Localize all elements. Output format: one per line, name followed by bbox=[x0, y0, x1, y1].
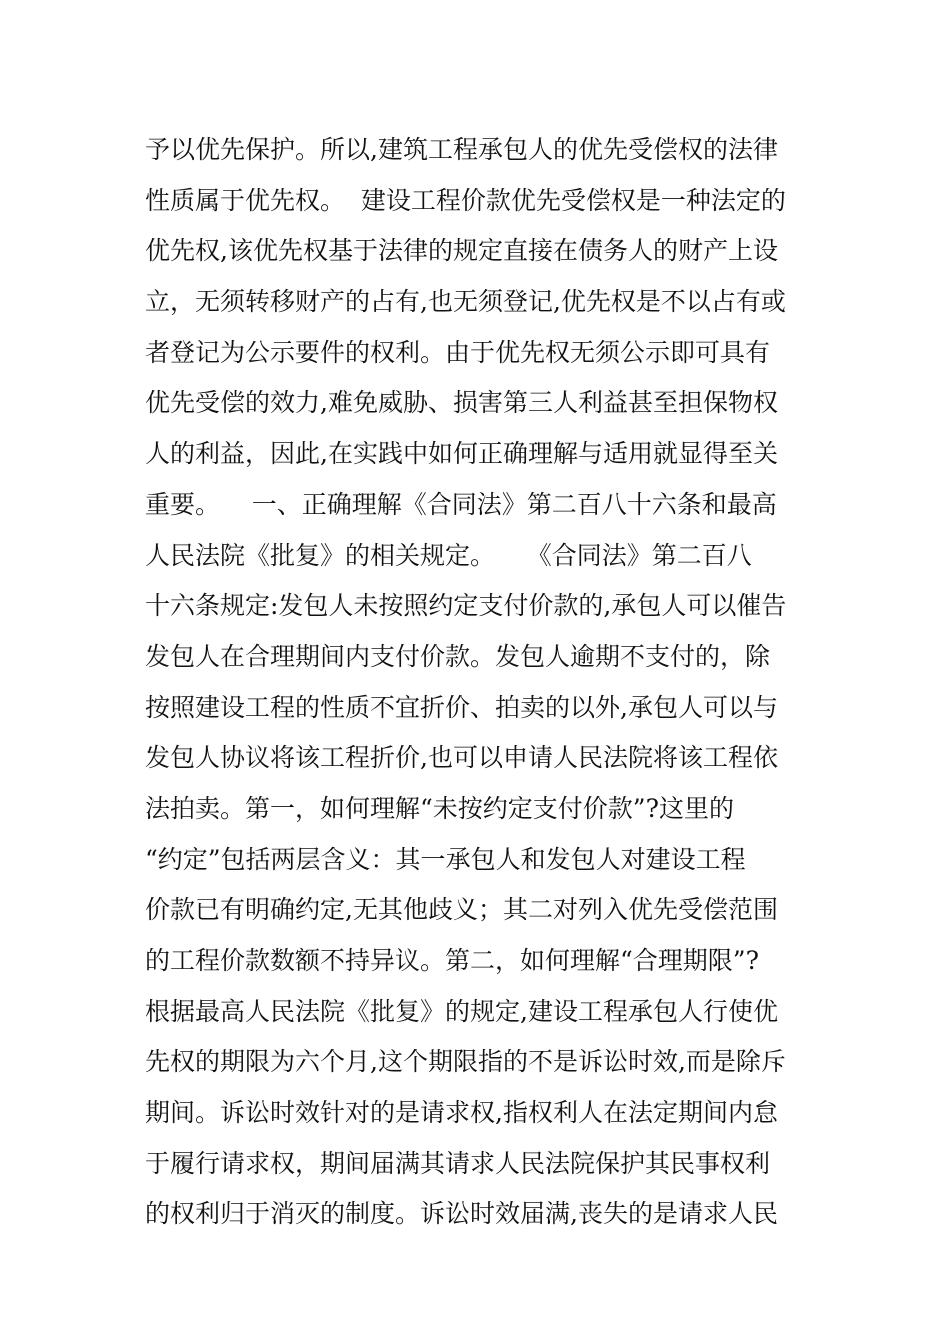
text-line: 予以优先保护。所以,建筑工程承包人的优先受偿权的法律 bbox=[145, 135, 778, 164]
text-line: 于履行请求权，期间届满其请求人民法院保护其民事权利 bbox=[145, 1148, 771, 1178]
text-line: 立，无须转移财产的占有,也无须登记,优先权是不以占有或 bbox=[145, 287, 786, 317]
text-line: “约定”包括两层含义：其一承包人和发包人对建设工程 bbox=[145, 844, 746, 874]
text-line: 人民法院《批复》的相关规定。 《合同法》第二百八 bbox=[145, 540, 752, 570]
text-line: 重要。 一、正确理解《合同法》第二百八十六条和最高 bbox=[145, 489, 777, 519]
text-line: 人的利益，因此,在实践中如何正确理解与适用就显得至关 bbox=[145, 439, 778, 469]
text-line: 发包人在合理期间内支付价款。发包人逾期不支付的，除 bbox=[145, 641, 771, 671]
text-line: 按照建设工程的性质不宜折价、拍卖的以外,承包人可以与 bbox=[145, 692, 778, 722]
text-line: 法拍卖。第一，如何理解“未按约定支付价款”?这里的 bbox=[145, 793, 734, 823]
text-line: 优先权,该优先权基于法律的规定直接在债务人的财产上设 bbox=[145, 236, 778, 266]
text-line: 十六条规定:发包人未按照约定支付价款的,承包人可以催告 bbox=[145, 591, 787, 621]
text-line: 期间。诉讼时效针对的是请求权,指权利人在法定期间内怠 bbox=[145, 1098, 778, 1128]
text-line: 优先受偿的效力,难免威胁、损害第三人利益甚至担保物权 bbox=[145, 388, 778, 418]
text-line: 价款已有明确约定,无其他歧义；其二对列入优先受偿范围 bbox=[145, 895, 778, 925]
text-line: 的权利归于消灭的制度。诉讼时效届满,丧失的是请求人民 bbox=[145, 1199, 778, 1229]
document-body bbox=[145, 125, 815, 1240]
text-line: 先权的期限为六个月,这个期限指的不是诉讼时效,而是除斥 bbox=[145, 1047, 786, 1077]
text-line: 者登记为公示要件的权利。由于优先权无须公示即可具有 bbox=[145, 337, 771, 367]
text-line: 性质属于优先权。 建设工程价款优先受偿权是一种法定的 bbox=[145, 185, 786, 215]
text-line: 根据最高人民法院《批复》的规定,建设工程承包人行使优 bbox=[145, 996, 778, 1026]
text-line: 的工程价款数额不持异议。第二，如何理解“合理期限”? bbox=[145, 946, 759, 975]
text-line: 发包人协议将该工程折价,也可以申请人民法院将该工程依 bbox=[145, 743, 778, 773]
